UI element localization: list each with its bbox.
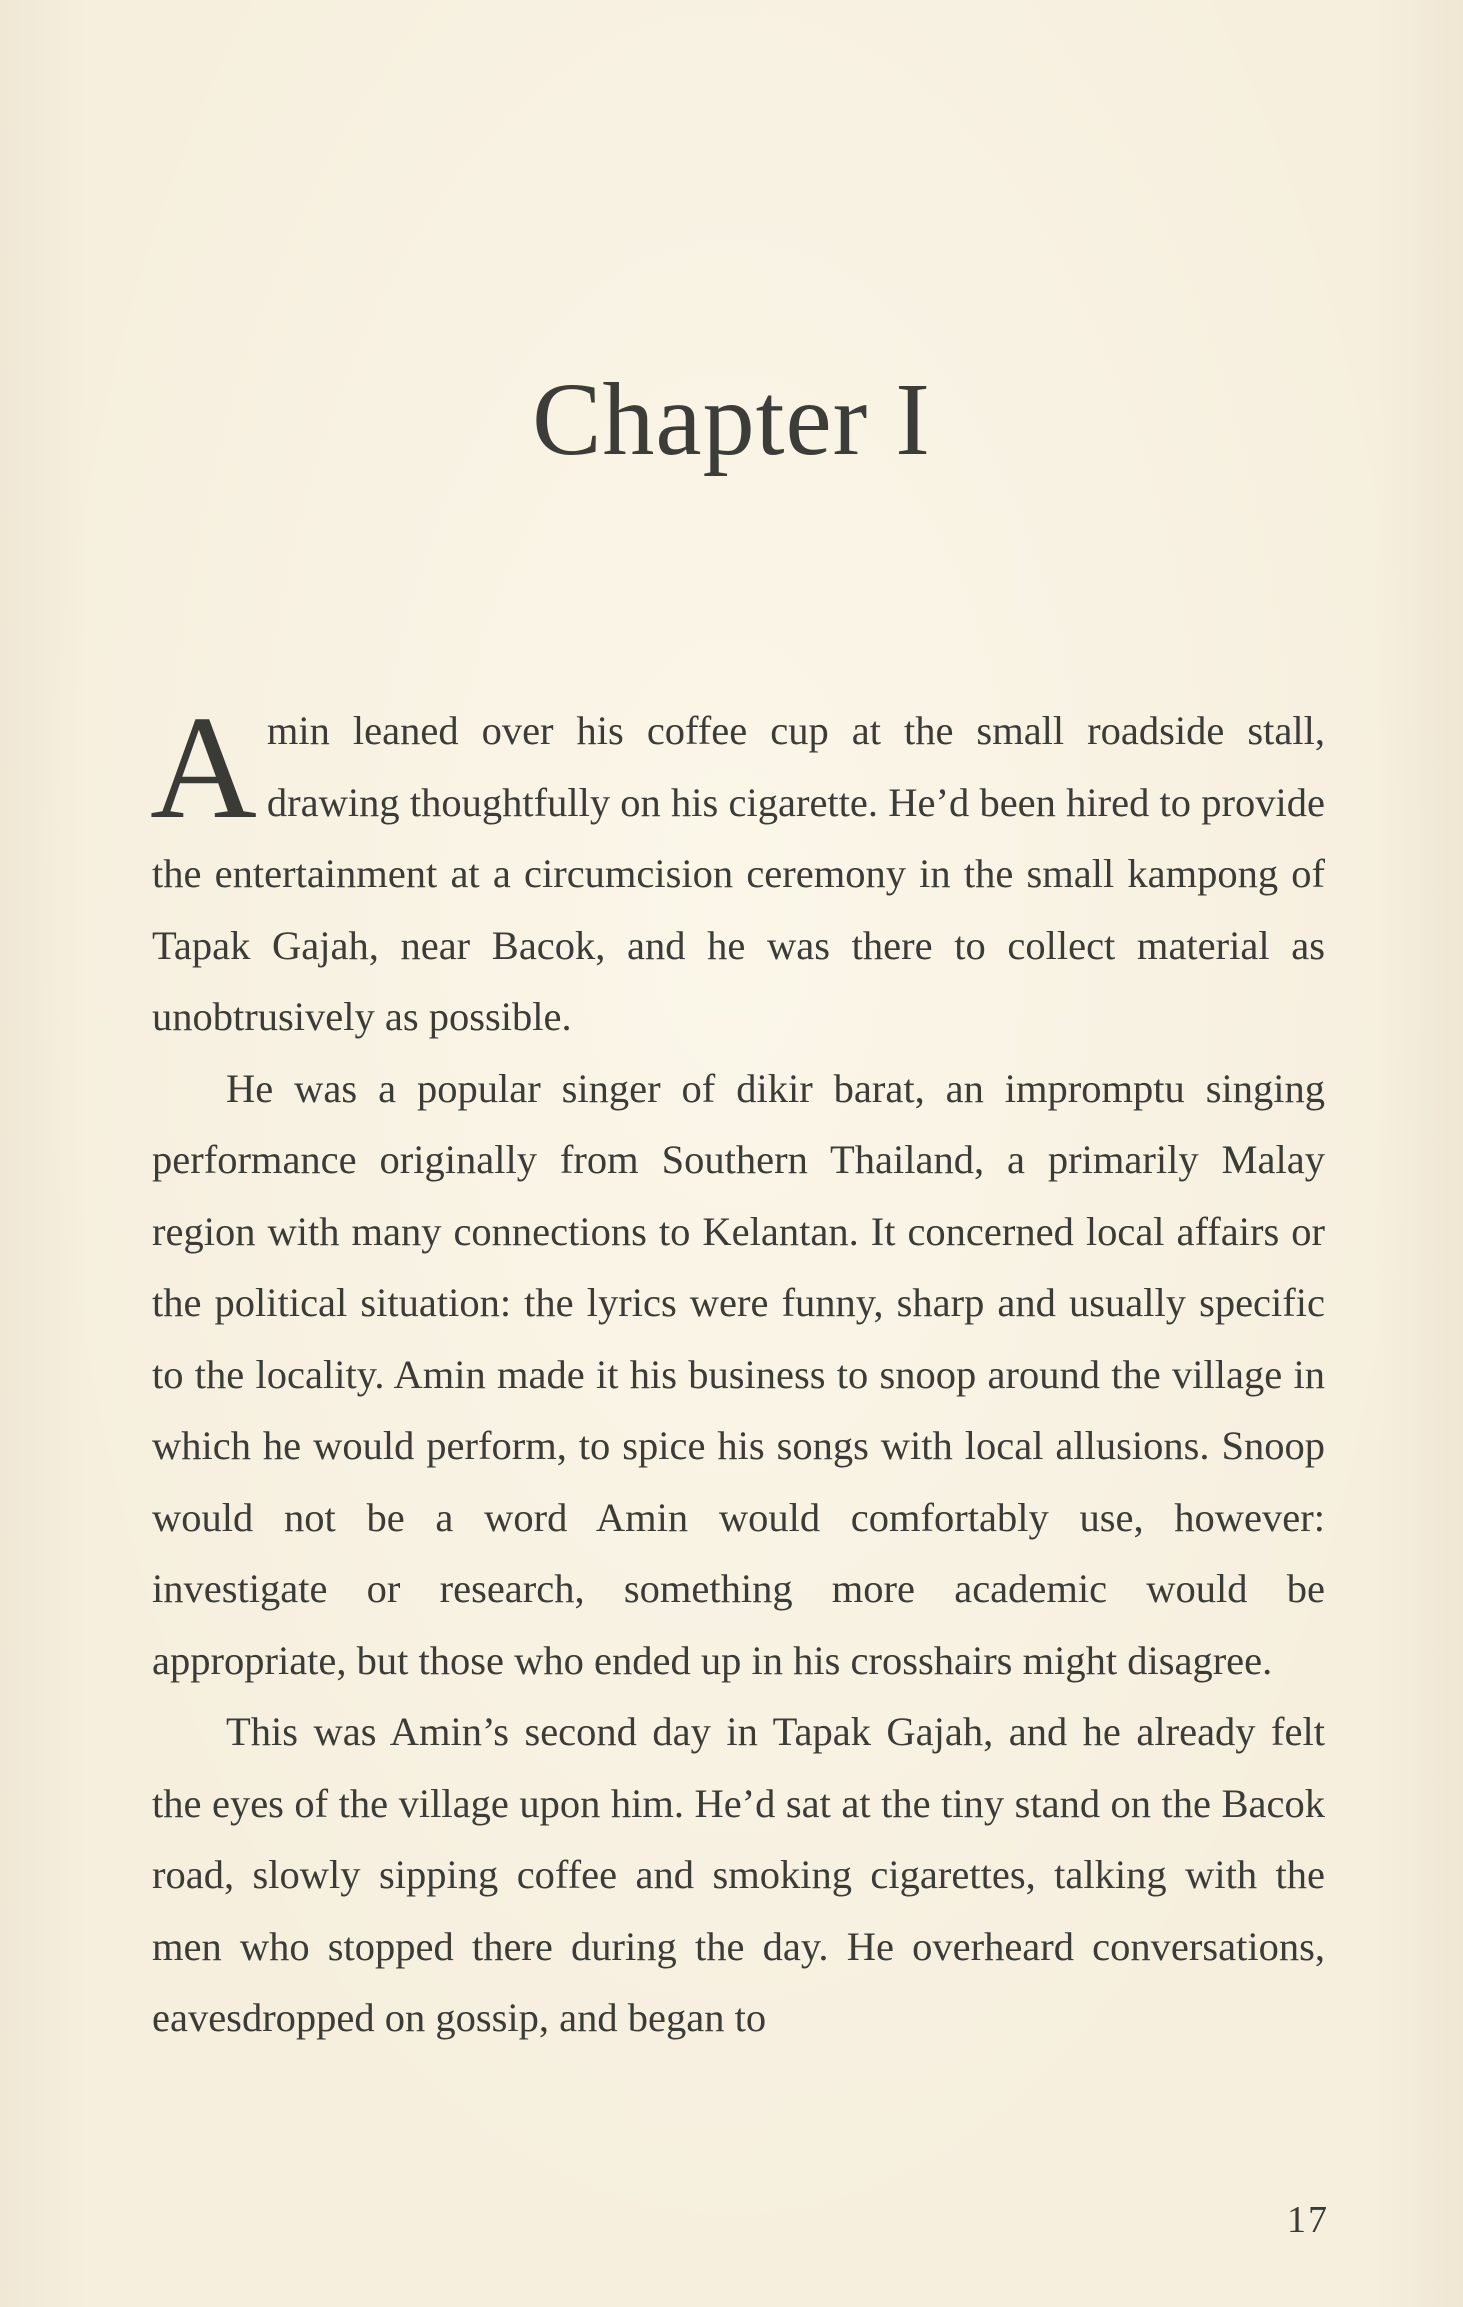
paragraph-2: He was a popular singer of dikir barat, an impromptu singing performance originally from Southern Thailand, a primarily Malay region with many connections to Kelantan. It concerned local affairs or the political situation: the lyrics were funny, sharp and usually specific to the locality. Amin made it his business to snoop around the village in which he would perform, to spice his songs with local allusions. Snoop would not be a word Amin would comfortably use, however: investigate or research, something more academic would be appropriate, but those who ended up in his crosshairs might disagree. bbox=[152, 1065, 1325, 1683]
chapter-body bbox=[150, 686, 1325, 2054]
page-number: 17 bbox=[1287, 2199, 1329, 2241]
paragraph-3: This was Amin’s second day in Tapak Gajah, and he already felt the eyes of the village upon him. He’d sat at the tiny stand on the Bacok road, slowly sipping coffee and smoking cigarettes, talking with the men who stopped there during the day. He overheard conversations, eavesdropped on gossip, and began to bbox=[152, 1709, 1325, 2040]
drop-cap: A bbox=[150, 686, 257, 850]
chapter-title: Chapter I bbox=[532, 362, 931, 477]
paragraph-1-text: min leaned over his coffee cup at the small roadside stall, drawing thoughtfully on his cigarette. He’d been hired to provide the entertainment at a circumcision ceremony in the small kampong of Tapak Gajah, near Bacok, and he was there to collect material as unobtrusively as possible. bbox=[152, 708, 1325, 1039]
paragraph-1 bbox=[150, 686, 1325, 1053]
